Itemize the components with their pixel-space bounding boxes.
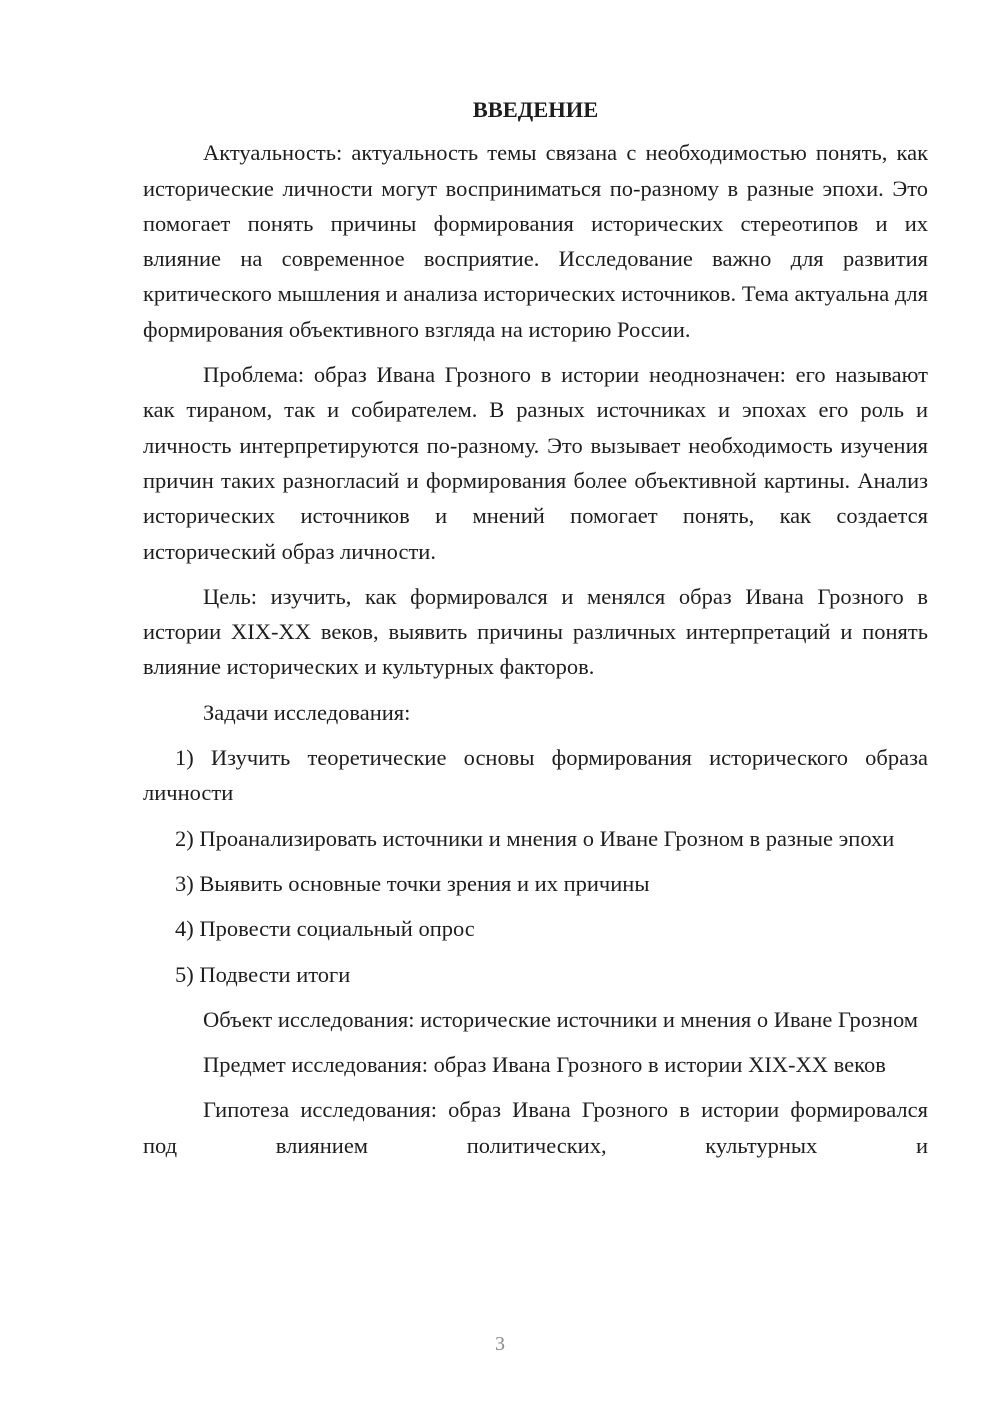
task-item-2: 2) Проанализировать источники и мнения о Иване Грозном в разные эпохи: [175, 825, 895, 851]
page-body: [143, 92, 928, 1163]
task-item-5: 5) Подвести итоги: [175, 961, 351, 987]
goal-paragraph: Цель: изучить, как формировался и менялся образ Ивана Грозного в истории XIX-XX веков, выявить причины различных интерпретаций и понять влияние исторических и культурных факторов.: [143, 583, 928, 680]
tasks-heading: Задачи исследования:: [203, 699, 411, 725]
task-item-4: 4) Провести социальный опрос: [175, 916, 475, 942]
task-item-1: 1) Изучить теоретические основы формирования исторического образа личности: [143, 745, 928, 806]
section-title: ВВЕДЕНИЕ: [472, 97, 599, 122]
problem-paragraph: Проблема: образ Ивана Грозного в истории неоднозначен: его называют как тираном, так и собирателем. В разных источниках и эпохах его роль и личность интерпретируются по-разному. Это вызывает необходимость изучения причин таких разногласий и формирования более объективной картины. Анализ исторических источников и мнений помогает понять, как создается исторический образ личности.: [143, 362, 928, 564]
object-paragraph: Объект исследования: исторические источники и мнения о Иване Грозном: [203, 1006, 919, 1032]
page-number: 3: [495, 1333, 505, 1355]
relevance-paragraph: Актуальность: актуальность темы связана с необходимостью понять, как исторические личности могут восприниматься по-разному в разные эпохи. Это помогает понять причины формирования исторических стереотипов и их влияние на современное восприятие. Исследование важно для развития критического мышления и анализа исторических источников. Тема актуальна для формирования объективного взгляда на историю России.: [143, 140, 928, 342]
hypothesis-paragraph: Гипотеза исследования: образ Ивана Грозного в истории формировался под влиянием политических, культурных и: [143, 1097, 928, 1158]
task-item-3: 3) Выявить основные точки зрения и их причины: [175, 870, 650, 896]
subject-paragraph: Предмет исследования: образ Ивана Грозного в истории XIX-XX веков: [203, 1052, 886, 1078]
